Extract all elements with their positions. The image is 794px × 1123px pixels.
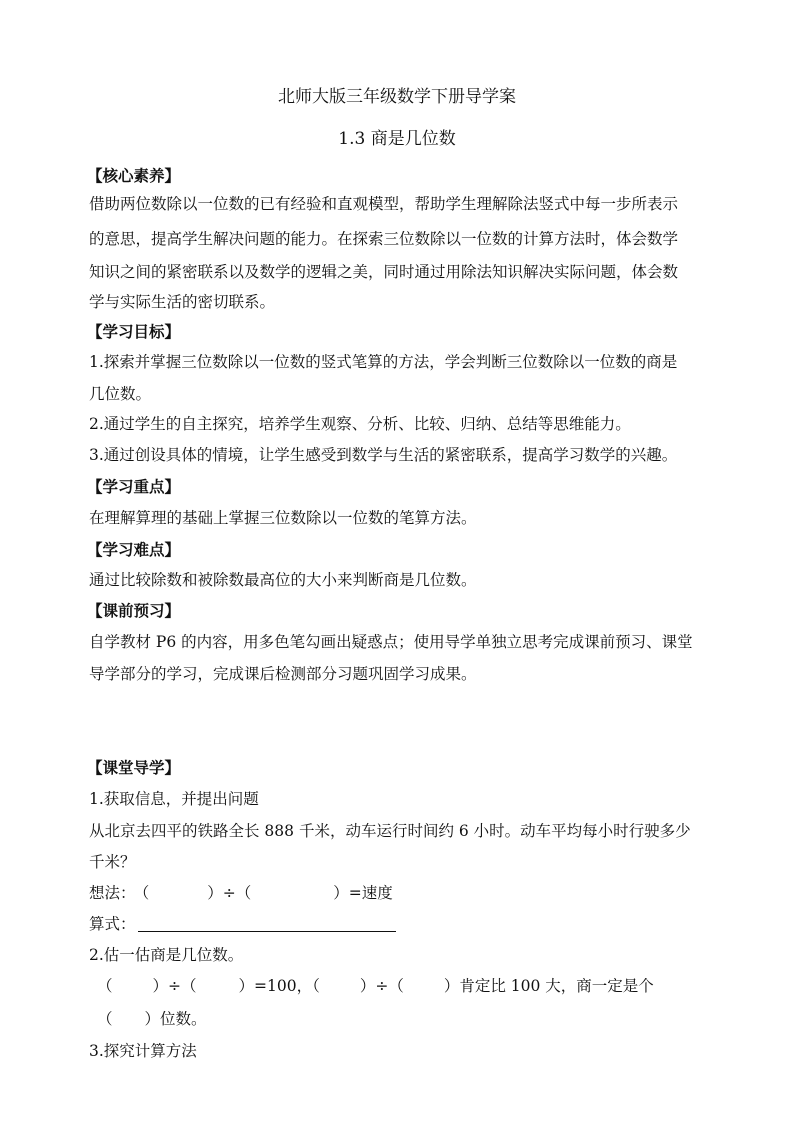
estimate-paren: （ [97, 977, 113, 995]
key-heading: 【学习重点】 [87, 477, 181, 496]
step-1: 1.获取信息，并提出问题 [89, 790, 259, 808]
problem-line: 从北京去四平的铁路全长 888 千米，动车运行时间约 6 小时。动车平均每小时行驶多少 [89, 822, 691, 840]
idea-divide: ）÷（ [207, 884, 252, 902]
core-line: 借助两位数除以一位数的已有经验和直观模型，帮助学生理解除法竖式中每一步所表示 [89, 195, 679, 213]
lesson-title: 1.3 商是几位数 [338, 129, 456, 149]
estimate-conclusion: ）肯定比 100 大，商一定是个 [443, 977, 654, 995]
estimate-divide: ）÷（ [152, 977, 197, 995]
key-line: 在理解算理的基础上掌握三位数除以一位数的笔算方法。 [89, 509, 477, 527]
estimate-row-2 [97, 1009, 717, 1029]
idea-row [89, 883, 709, 903]
step-3: 3.探究计算方法 [89, 1042, 197, 1060]
idea-label: 想法： [89, 884, 136, 902]
problem-line: 千米？ [89, 853, 136, 871]
formula-answer-line[interactable] [138, 931, 396, 932]
preview-heading: 【课前预习】 [87, 601, 181, 620]
estimate-row [97, 976, 717, 996]
core-heading: 【核心素养】 [87, 166, 181, 185]
goal-line: 2.通过学生的自主探究，培养学生观察、分析、比较、归纳、总结等思维能力。 [89, 415, 631, 433]
formula-row [89, 914, 709, 934]
preview-line: 导学部分的学习，完成课后检测部分习题巩固学习成果。 [89, 665, 477, 683]
estimate-equals: ）=100，（ [238, 977, 320, 995]
idea-paren: （ [141, 884, 150, 902]
formula-label: 算式： [89, 915, 136, 933]
core-line: 学与实际生活的密切联系。 [89, 293, 276, 311]
idea-end: ）=速度 [333, 884, 393, 902]
guide-heading: 【课堂导学】 [87, 758, 181, 777]
step-2: 2.估一估商是几位数。 [89, 946, 244, 964]
goal-line: 1.探索并掌握三位数除以一位数的竖式笔算的方法，学会判断三位数除以一位数的商是 [89, 353, 678, 371]
goal-line: 3.通过创设具体的情境，让学生感受到数学与生活的紧密联系，提高学习数学的兴趣。 [89, 446, 678, 464]
estimate-digits-text: ）位数。 [144, 1010, 207, 1028]
estimate-paren: （ [97, 1010, 113, 1028]
difficulty-line: 通过比较除数和被除数最高位的大小来判断商是几位数。 [89, 571, 477, 589]
core-line: 的意思，提高学生解决问题的能力。在探索三位数除以一位数的计算方法时，体会数学 [89, 230, 679, 248]
estimate-divide-2: ）÷（ [359, 977, 404, 995]
difficulty-heading: 【学习难点】 [87, 540, 181, 559]
core-line: 知识之间的紧密联系以及数学的逻辑之美，同时通过用除法知识解决实际问题，体会数 [89, 263, 679, 281]
preview-line: 自学教材 P6 的内容，用多色笔勾画出疑惑点；使用导学单独立思考完成课前预习、课堂 [89, 633, 693, 651]
document-title: 北师大版三年级数学下册导学案 [278, 87, 516, 107]
goals-heading: 【学习目标】 [87, 322, 181, 341]
goal-line: 几位数。 [89, 385, 152, 403]
